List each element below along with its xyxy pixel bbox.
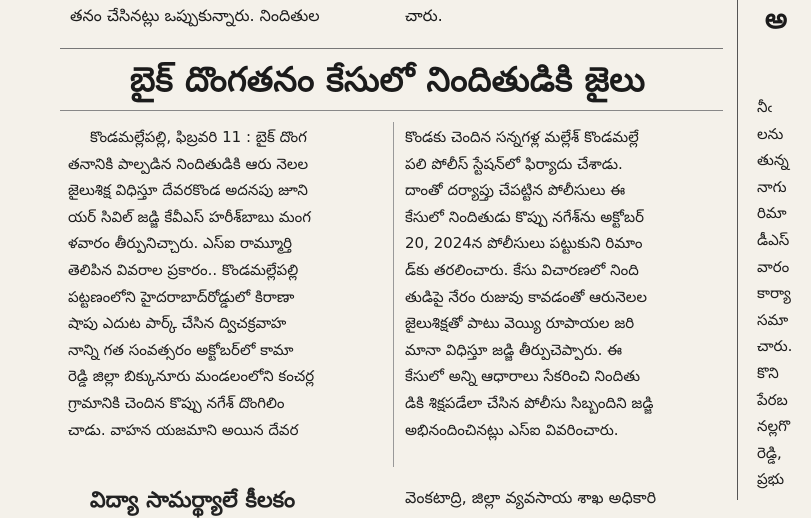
text-line: అభినందించినట్లు ఎస్‌ఐ వివరించారు. xyxy=(405,420,619,439)
article-column-middle xyxy=(405,124,735,443)
text-line: కేసులో నిందితుడు కొప్పు నగేశ్‌ను అక్టోబర్ xyxy=(405,207,645,226)
text-line: నాగు xyxy=(757,177,787,196)
text-line: నల్లగొ xyxy=(757,417,791,436)
headline-divider xyxy=(60,110,723,111)
text-line: వారం xyxy=(757,257,790,276)
text-line: నాన్ని గత సంవత్సరం అక్టోబర్‌లో కామా xyxy=(68,340,294,359)
text-line: తుడిపై నేరం రుజువు కావడంతో ఆరునెలల xyxy=(405,287,648,306)
text-line: కార్యా xyxy=(757,284,791,303)
text-line: మానా విధిస్తూ జడ్జి తీర్పుచెప్పారు. ఈ xyxy=(405,340,623,359)
adjacent-article-lines xyxy=(757,94,792,493)
text-line: డ్‌కు తరలించారు. కేసు విచారణలో నింది xyxy=(405,260,639,279)
text-line: పలి పోలీస్ స్టేషన్‌లో ఫిర్యాదు చేశాడు. xyxy=(405,154,623,173)
text-line: తెలిపిన వివరాల ప్రకారం.. కొండమల్లేపల్లి xyxy=(68,260,299,279)
text-line: ప్రభు xyxy=(757,470,785,489)
text-line: ళవారం తీర్పునిచ్చారు. ఎస్‌ఐ రామ్మూర్తి xyxy=(68,234,293,253)
previous-article-fragment-mid: చారు. xyxy=(405,6,443,25)
text-line: కొని xyxy=(757,363,779,382)
text-line: నీఁ xyxy=(757,98,773,116)
adjacent-article-column xyxy=(741,0,811,500)
top-divider xyxy=(60,48,723,49)
text-line: రెడ్డి, xyxy=(757,443,782,462)
text-line: జైలుశిక్ష విధిస్తూ దేవరకొండ అదనపు జూని xyxy=(68,181,308,200)
column-divider xyxy=(393,122,394,467)
text-line: 20, 2024న పోలీసులు పట్టుకుని రిమాం xyxy=(405,234,643,253)
text-line: యర్ సివిల్ జడ్జి కేవీఎస్ హరీశ్‌బాబు మంగ xyxy=(68,207,311,226)
article-column-left xyxy=(68,124,398,443)
text-line: కేసులో అన్ని ఆధారాలు సేకరించి నిందితు xyxy=(405,367,641,386)
text-line: దాంతో దర్యాప్తు చేపట్టిన పోలీసులు ఈ xyxy=(405,181,626,200)
text-line: చాడు. వాహన యజమాని అయిన దేవర xyxy=(68,420,299,439)
right-column-divider xyxy=(737,0,738,500)
text-line: రిమా xyxy=(757,204,787,223)
text-line: షాపు ఎదుట పార్క్ చేసిన ద్విచక్రవాహ xyxy=(68,314,287,333)
text-line: గ్రామానికి చెందిన కొప్పు నగేశ్ దొంగిలిం xyxy=(68,393,285,412)
text-line: లను xyxy=(757,124,784,143)
text-line: తనానికి పాల్పడిన నిందితుడికి ఆరు నెలల xyxy=(68,154,309,173)
text-line: రెడ్డి జిల్లా బిక్కునూరు మండలంలోని కంచర్ల xyxy=(68,367,315,386)
text-line: డికి శిక్షపడేలా చేసిన పోలీసు సిబ్బందిని జడ్జి xyxy=(405,393,654,412)
text-line: జైలుశిక్షతో పాటు వెయ్యి రూపాయల జరి xyxy=(405,314,635,333)
adjacent-headline-fragment: అ xyxy=(765,2,788,35)
previous-article-fragment-left: తనం చేసినట్లు ఒప్పుకున్నారు. నిందితుల xyxy=(70,6,320,25)
text-line: తున్న xyxy=(757,151,789,170)
text-line: సమా xyxy=(757,310,789,329)
text-line: కొండమల్లేపల్లి, ఫిబ్రవరి 11 : బైక్ దొంగ xyxy=(90,128,307,146)
text-line: చారు. xyxy=(757,337,793,356)
text-line: పట్టణంలోని హైదరాబాద్‌రోడ్డులో కిరాణా xyxy=(68,287,295,306)
text-line: పేరబ xyxy=(757,390,788,409)
article-headline: బైక్ దొంగతనం కేసులో నిందితుడికి జైలు xyxy=(130,60,646,100)
text-line: డీఎస్ xyxy=(757,230,790,249)
next-article-text-fragment: వెంకటాద్రి, జిల్లా వ్యవసాయ శాఖ అధికారి xyxy=(405,488,657,507)
next-article-headline-fragment: విద్యా సామర్థ్యాలే కీలకం xyxy=(90,488,296,513)
text-line: కొండకు చెందిన సన్నగళ్ల మల్లేశ్ కొండమల్లే xyxy=(405,128,639,146)
